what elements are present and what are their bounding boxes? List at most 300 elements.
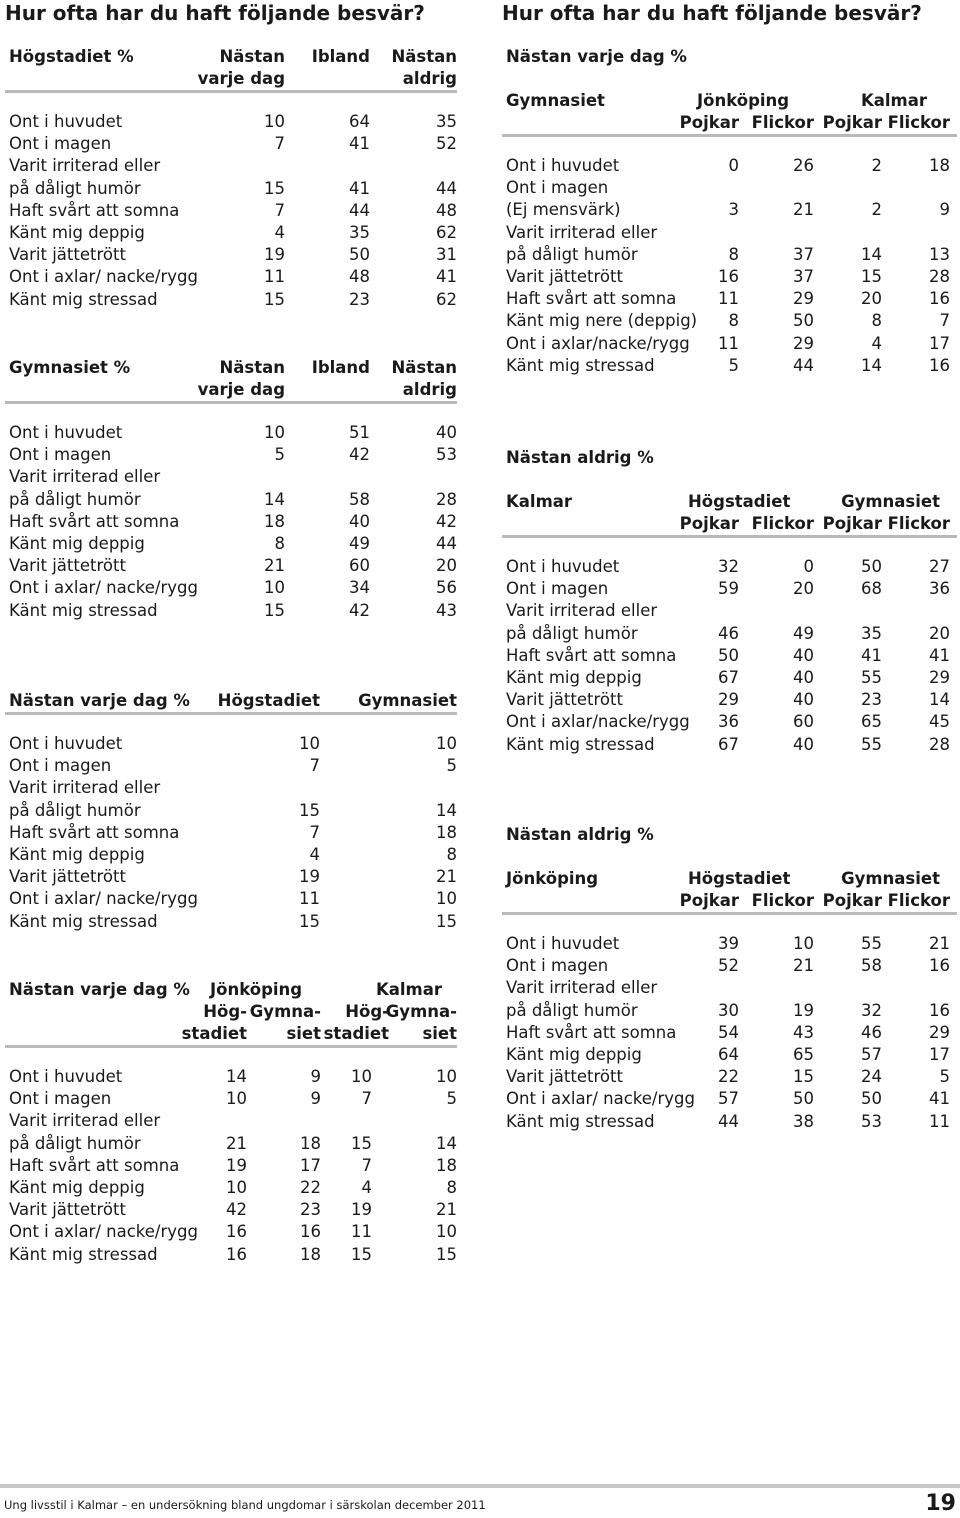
cell-value: 50 <box>861 1089 882 1109</box>
table-row <box>502 734 957 756</box>
header-col: Högstadiet <box>688 492 791 511</box>
table-body <box>5 715 457 933</box>
header-col: Gymnasiet <box>841 492 940 511</box>
cell-value: 62 <box>436 289 457 309</box>
cell-value: 55 <box>861 667 882 687</box>
cell-value: 46 <box>861 1022 882 1042</box>
cell-value: 20 <box>861 289 882 309</box>
cell-value: 7 <box>274 134 285 154</box>
table-header <box>5 690 457 715</box>
cell-value: 32 <box>861 1000 882 1020</box>
cell-value: 45 <box>929 712 950 732</box>
cell-value: 37 <box>793 266 814 286</box>
table-row <box>502 1066 957 1088</box>
cell-value: 41 <box>349 178 370 198</box>
cell-value: 16 <box>929 355 950 375</box>
cell-value: 18 <box>264 511 285 531</box>
cell-value: 10 <box>793 934 814 953</box>
row-label: på dåligt humör <box>9 489 141 509</box>
cell-value: 40 <box>793 645 814 665</box>
table-row <box>5 244 457 266</box>
table-header <box>5 357 457 404</box>
cell-value: 0 <box>728 156 739 175</box>
cell-value: 38 <box>793 1111 814 1131</box>
cell-value: 10 <box>436 734 457 753</box>
cell-value: 54 <box>718 1022 739 1042</box>
row-label: Haft svårt att somna <box>506 1022 677 1042</box>
row-label: Känt mig deppig <box>506 1044 642 1064</box>
table-title: Nästan varje dag % <box>506 47 687 66</box>
cell-value: 5 <box>939 1067 950 1087</box>
cell-value: 9 <box>310 1067 321 1086</box>
table-body <box>502 137 957 377</box>
table-header <box>5 46 457 93</box>
header-col: Pojkar <box>679 113 739 132</box>
cell-value: 51 <box>349 423 370 442</box>
cell-value: 14 <box>226 1067 247 1086</box>
table-row <box>502 333 957 355</box>
table-row <box>502 578 957 600</box>
header-col: Flickor <box>887 891 950 910</box>
header-col: Flickor <box>887 113 950 132</box>
cell-value: 14 <box>436 1133 457 1153</box>
row-label: Ont i magen <box>9 445 112 465</box>
cell-value: 41 <box>929 1089 950 1109</box>
table-row <box>5 466 457 488</box>
table-row <box>502 1022 957 1044</box>
cell-value: 2 <box>871 156 882 175</box>
cell-value: 55 <box>861 734 882 754</box>
row-label: Varit jättetrött <box>506 1067 623 1087</box>
table-header <box>5 979 457 1048</box>
row-label: på dåligt humör <box>506 1000 638 1020</box>
cell-value: 50 <box>349 245 370 265</box>
table-row <box>502 977 957 999</box>
cell-value: 41 <box>929 645 950 665</box>
cell-value: 35 <box>436 112 457 131</box>
row-label: Ont i magen <box>9 134 112 154</box>
row-label: Känt mig stressad <box>9 911 158 931</box>
table-row <box>5 155 457 177</box>
table-body <box>5 1048 457 1266</box>
cell-value: 52 <box>436 134 457 154</box>
cell-value: 28 <box>436 489 457 509</box>
header-col: Högstadiet <box>688 869 791 888</box>
cell-value: 10 <box>264 578 285 598</box>
table-row <box>5 1088 457 1110</box>
cell-value: 59 <box>718 579 739 599</box>
cell-value: 43 <box>793 1022 814 1042</box>
cell-value: 8 <box>274 533 285 553</box>
row-label: Känt mig stressad <box>506 734 655 754</box>
cell-value: 13 <box>929 244 950 264</box>
footer-text: Ung livsstil i Kalmar – en undersökning bland ungdomar i särskolan december 2011 <box>4 1498 486 1512</box>
cell-value: 16 <box>226 1244 247 1264</box>
row-label: Känt mig stressad <box>9 600 158 620</box>
row-label: Varit jättetrött <box>9 867 126 887</box>
row-label: på dåligt humör <box>9 178 141 198</box>
table-row <box>502 355 957 377</box>
header-col: Flickor <box>751 891 814 910</box>
cell-value: 7 <box>361 1155 372 1175</box>
header-col: Kalmar <box>375 980 442 999</box>
table-gymnasiet-pct <box>5 357 457 622</box>
table-row <box>502 645 957 667</box>
table-row <box>502 955 957 977</box>
cell-value: 55 <box>861 934 882 953</box>
header-col: siet <box>286 1024 321 1043</box>
table-row <box>5 822 457 844</box>
table-row <box>5 222 457 244</box>
cell-value: 14 <box>861 355 882 375</box>
cell-value: 24 <box>861 1067 882 1087</box>
row-label: Haft svårt att somna <box>9 200 180 220</box>
table-row <box>5 555 457 577</box>
cell-value: 15 <box>793 1067 814 1087</box>
cell-value: 34 <box>349 578 370 598</box>
table-row <box>5 1133 457 1155</box>
row-label: Känt mig deppig <box>506 667 642 687</box>
cell-value: 8 <box>871 311 882 331</box>
row-label: Ont i magen <box>506 178 609 198</box>
header-col: Jönköping <box>210 980 303 999</box>
cell-value: 39 <box>718 934 739 953</box>
row-label: Ont i huvudet <box>9 423 123 442</box>
table-row <box>5 489 457 511</box>
row-label: Ont i huvudet <box>9 112 123 131</box>
cell-value: 15 <box>351 1133 372 1153</box>
table-row <box>502 155 957 177</box>
table-row <box>5 200 457 222</box>
cell-value: 18 <box>300 1133 321 1153</box>
table-row <box>502 222 957 244</box>
table-row <box>502 933 957 955</box>
cell-value: 15 <box>436 1244 457 1264</box>
cell-value: 58 <box>349 489 370 509</box>
row-label: Ont i axlar/ nacke/rygg <box>9 889 198 909</box>
table-row <box>502 1000 957 1022</box>
cell-value: 11 <box>351 1222 372 1242</box>
cell-value: 15 <box>861 266 882 286</box>
table-row <box>5 1244 457 1266</box>
row-label: Varit irriterad eller <box>9 778 161 798</box>
cell-value: 40 <box>793 690 814 710</box>
header-col: Pojkar <box>822 514 882 533</box>
cell-value: 17 <box>929 1044 950 1064</box>
cell-value: 7 <box>274 200 285 220</box>
header-col: Nästan <box>219 358 285 377</box>
cell-value: 15 <box>264 289 285 309</box>
cell-value: 21 <box>264 556 285 576</box>
cell-value: 15 <box>299 911 320 931</box>
cell-value: 36 <box>718 712 739 732</box>
cell-value: 10 <box>351 1067 372 1086</box>
cell-value: 36 <box>929 579 950 599</box>
cell-value: 46 <box>718 623 739 643</box>
header-label: Gymnasiet <box>506 91 605 110</box>
row-label: Ont i magen <box>506 579 609 599</box>
table-row <box>502 1088 957 1110</box>
row-label: Varit jättetrött <box>506 266 623 286</box>
cell-value: 53 <box>861 1111 882 1131</box>
cell-value: 60 <box>793 712 814 732</box>
cell-value: 28 <box>929 266 950 286</box>
table-row <box>5 600 457 622</box>
cell-value: 11 <box>718 289 739 309</box>
header-col: Hög- <box>203 1002 247 1021</box>
header-col: Nästan <box>391 47 457 66</box>
cell-value: 9 <box>310 1089 321 1109</box>
table-row <box>5 800 457 822</box>
cell-value: 50 <box>793 311 814 331</box>
table-row <box>502 1111 957 1133</box>
cell-value: 18 <box>436 822 457 842</box>
cell-value: 60 <box>349 556 370 576</box>
cell-value: 19 <box>351 1200 372 1220</box>
cell-value: 4 <box>871 333 882 353</box>
row-label: Haft svårt att somna <box>9 511 180 531</box>
cell-value: 10 <box>436 889 457 909</box>
cell-value: 29 <box>929 1022 950 1042</box>
cell-value: 56 <box>436 578 457 598</box>
cell-value: 10 <box>264 423 285 442</box>
table-row <box>5 511 457 533</box>
cell-value: 15 <box>299 800 320 820</box>
cell-value: 58 <box>861 956 882 976</box>
cell-value: 50 <box>861 557 882 576</box>
row-label: Känt mig stressad <box>506 355 655 375</box>
page-number: 19 <box>925 1491 956 1516</box>
cell-value: 32 <box>718 557 739 576</box>
cell-value: 26 <box>793 156 814 175</box>
row-label: Känt mig stressad <box>506 1111 655 1131</box>
header-col: Kalmar <box>860 91 927 110</box>
table-row <box>5 755 457 777</box>
cell-value: 11 <box>718 333 739 353</box>
row-label: på dåligt humör <box>9 1133 141 1153</box>
cell-value: 48 <box>349 267 370 287</box>
cell-value: 10 <box>436 1222 457 1242</box>
cell-value: 4 <box>274 222 285 242</box>
header-col: siet <box>422 1024 457 1043</box>
table-header <box>502 46 957 137</box>
row-label: Känt mig deppig <box>9 222 145 242</box>
page-heading-right: Hur ofta har du haft följande besvär? <box>502 1 922 25</box>
row-label: Haft svårt att somna <box>9 1155 180 1175</box>
row-label: Känt mig stressad <box>9 289 158 309</box>
left-column <box>5 0 457 1264</box>
row-label: Känt mig stressad <box>9 1244 158 1264</box>
row-label: Ont i axlar/ nacke/rygg <box>9 1222 198 1242</box>
row-label: Varit irriterad eller <box>506 978 658 998</box>
cell-value: 22 <box>300 1177 321 1197</box>
cell-value: 29 <box>718 690 739 710</box>
cell-value: 8 <box>728 244 739 264</box>
row-label: Haft svårt att somna <box>9 822 180 842</box>
table-row <box>5 422 457 444</box>
cell-value: 44 <box>793 355 814 375</box>
cell-value: 35 <box>349 222 370 242</box>
header-label: Gymnasiet % <box>9 358 131 377</box>
table-body <box>5 404 457 622</box>
cell-value: 16 <box>929 1000 950 1020</box>
cell-value: 44 <box>436 533 457 553</box>
cell-value: 14 <box>436 800 457 820</box>
table-row <box>5 133 457 155</box>
table-gymnasiet-gender <box>502 46 957 377</box>
header-col: varje dag <box>197 380 285 399</box>
cell-value: 41 <box>349 134 370 154</box>
row-label: Ont i huvudet <box>506 156 620 175</box>
cell-value: 21 <box>793 956 814 976</box>
cell-value: 15 <box>351 1244 372 1264</box>
table-row <box>502 556 957 578</box>
header-col: Flickor <box>751 113 814 132</box>
row-label: Haft svårt att somna <box>506 645 677 665</box>
cell-value: 67 <box>718 667 739 687</box>
table-body <box>502 538 957 756</box>
row-label: Ont i axlar/nacke/rygg <box>506 712 690 732</box>
cell-value: 23 <box>861 690 882 710</box>
header-col: stadiet <box>181 1024 247 1043</box>
row-label: Varit jättetrött <box>9 556 126 576</box>
table-row <box>502 689 957 711</box>
cell-value: 2 <box>871 200 882 220</box>
cell-value: 41 <box>436 267 457 287</box>
header-label: Jönköping <box>506 869 599 888</box>
cell-value: 10 <box>299 734 320 753</box>
row-label: Varit jättetrött <box>9 1200 126 1220</box>
row-label: Ont i huvudet <box>506 557 620 576</box>
row-label: Ont i huvudet <box>9 1067 123 1086</box>
cell-value: 18 <box>929 156 950 175</box>
cell-value: 40 <box>793 734 814 754</box>
row-label: Varit irriterad eller <box>9 156 161 176</box>
row-label: Varit irriterad eller <box>506 601 658 621</box>
cell-value: 21 <box>793 200 814 220</box>
cell-value: 40 <box>793 667 814 687</box>
table-row <box>502 711 957 733</box>
header-label: Nästan varje dag % <box>9 980 190 999</box>
row-label: (Ej mensvärk) <box>506 200 621 220</box>
header-col: Ibland <box>311 47 370 66</box>
header-label: Högstadiet % <box>9 47 134 66</box>
header-col: stadiet <box>323 1024 389 1043</box>
table-nastan-varje-dag-region <box>5 979 457 1266</box>
cell-value: 57 <box>861 1044 882 1064</box>
table-row <box>5 866 457 888</box>
table-row <box>502 667 957 689</box>
table-row <box>5 1155 457 1177</box>
cell-value: 9 <box>939 200 950 220</box>
table-row <box>5 178 457 200</box>
cell-value: 10 <box>436 1067 457 1086</box>
cell-value: 65 <box>861 712 882 732</box>
cell-value: 67 <box>718 734 739 754</box>
cell-value: 40 <box>436 423 457 442</box>
cell-value: 42 <box>226 1200 247 1220</box>
row-label: Känt mig nere (deppig) <box>506 311 698 331</box>
cell-value: 28 <box>929 734 950 754</box>
table-title: Nästan aldrig % <box>506 448 654 467</box>
cell-value: 20 <box>436 556 457 576</box>
right-column <box>502 0 954 1131</box>
table-row <box>5 289 457 311</box>
row-label: Känt mig deppig <box>9 1177 145 1197</box>
row-label: Ont i axlar/ nacke/rygg <box>9 267 198 287</box>
header-col: Gymna- <box>249 1002 321 1021</box>
table-row <box>5 577 457 599</box>
cell-value: 50 <box>793 1089 814 1109</box>
cell-value: 11 <box>264 267 285 287</box>
table-row <box>5 777 457 799</box>
cell-value: 53 <box>436 445 457 465</box>
cell-value: 5 <box>446 756 457 776</box>
cell-value: 68 <box>861 579 882 599</box>
header-col: Jönköping <box>697 91 790 110</box>
cell-value: 49 <box>349 533 370 553</box>
header-col: Pojkar <box>679 891 739 910</box>
table-kalmar-nastan-aldrig <box>502 447 957 756</box>
table-row <box>5 1177 457 1199</box>
header-col: Gymna- <box>385 1002 457 1021</box>
row-label: Ont i axlar/ nacke/rygg <box>506 1089 695 1109</box>
cell-value: 48 <box>436 200 457 220</box>
table-row <box>5 1110 457 1132</box>
page-footer <box>0 1484 960 1518</box>
header-col: Hög- <box>345 1002 389 1021</box>
table-title: Nästan aldrig % <box>506 825 654 844</box>
cell-value: 23 <box>349 289 370 309</box>
table-row <box>502 177 957 199</box>
cell-value: 65 <box>793 1044 814 1064</box>
table-row <box>502 600 957 622</box>
cell-value: 42 <box>349 445 370 465</box>
cell-value: 21 <box>436 1200 457 1220</box>
header-col: Högstadiet <box>217 691 320 710</box>
row-label: på dåligt humör <box>9 800 141 820</box>
row-label: Ont i huvudet <box>9 734 123 753</box>
cell-value: 10 <box>226 1089 247 1109</box>
cell-value: 16 <box>300 1222 321 1242</box>
cell-value: 64 <box>349 112 370 131</box>
table-body <box>502 915 957 1133</box>
page-heading-left: Hur ofta har du haft följande besvär? <box>5 1 425 25</box>
table-body <box>5 93 457 311</box>
cell-value: 18 <box>300 1244 321 1264</box>
table-row <box>502 288 957 310</box>
row-label: på dåligt humör <box>506 244 638 264</box>
cell-value: 16 <box>929 956 950 976</box>
cell-value: 49 <box>793 623 814 643</box>
table-row <box>5 844 457 866</box>
cell-value: 7 <box>309 822 320 842</box>
cell-value: 44 <box>349 200 370 220</box>
header-col: Gymnasiet <box>358 691 457 710</box>
row-label: Ont i huvudet <box>506 934 620 953</box>
cell-value: 8 <box>728 311 739 331</box>
cell-value: 7 <box>309 756 320 776</box>
row-label: Varit irriterad eller <box>506 222 658 242</box>
cell-value: 19 <box>793 1000 814 1020</box>
cell-value: 44 <box>436 178 457 198</box>
row-label: Ont i magen <box>9 756 112 776</box>
cell-value: 43 <box>436 600 457 620</box>
cell-value: 21 <box>929 934 950 953</box>
table-hogstadiet-pct <box>5 46 457 311</box>
cell-value: 19 <box>264 245 285 265</box>
row-label: Haft svårt att somna <box>506 289 677 309</box>
